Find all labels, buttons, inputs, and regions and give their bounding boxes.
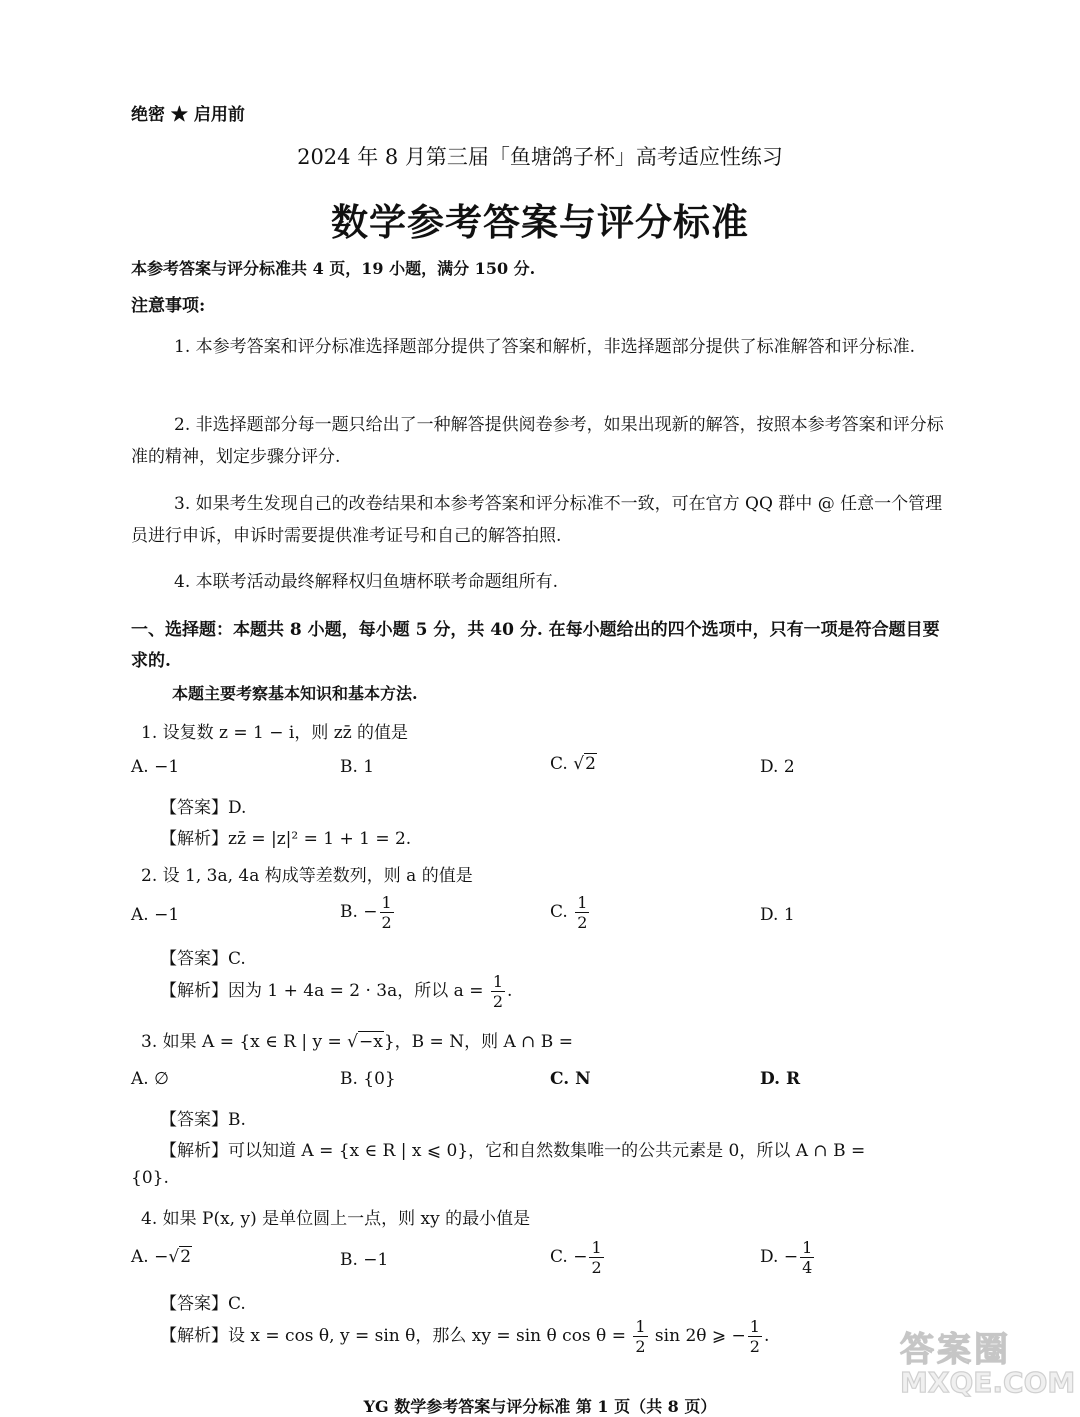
fraction: $\frac{1}{2}$ [492,972,504,1011]
question-3-option-a: A. ∅ [131,1069,169,1089]
question-4-option-d: D. − $\frac{1}{4}$ [760,1238,813,1277]
question-4-analysis: 【解析】设 x = cos θ, y = sin θ，那么 xy = sin θ cos θ = $\frac{1}{2}$ sin 2θ ⩾ − $\frac{1}{2}$ . [160,1317,770,1356]
fraction: $\frac{1}{2}$ [635,1317,646,1356]
question-3-option-b: B. {0} [340,1069,396,1089]
question-1-option-c: C. √2 [550,754,596,774]
question-2-analysis: 【解析】因为 1 + 4a = 2 · 3a，所以 a = $\frac{1}{2}$ . [160,972,513,1011]
question-1-stem: 1. 设复数 z = 1 − i，则 zz̄ 的值是 [141,723,409,743]
question-3-option-d: D. R [760,1069,801,1089]
question-2-option-a: A. −1 [131,905,180,925]
notice-item-2: 2. 非选择题部分每一题只给出了一种解答提供阅卷参考，如果出现新的解答，按照本参考答案和评分标准的精神，划定步骤分评分. [131,415,944,467]
method-note: 本题主要考察基本知识和基本方法. [172,684,418,703]
classified-label: 绝密 ★ 启用前 [131,105,245,125]
section-heading: 一、选择题：本题共 8 小题，每小题 5 分，共 40 分. 在每小题给出的四个选项中，只有一项是符合题目要求的. [131,620,940,671]
notice-item-4: 4. 本联考活动最终解释权归鱼塘杯联考命题组所有. [174,572,559,592]
fraction: $\frac{1}{2}$ [749,1317,760,1356]
question-2-stem: 2. 设 1, 3a, 4a 构成等差数列，则 a 的值是 [141,866,473,886]
sqrt-symbol: √2 [168,1247,192,1267]
question-1-option-b: B. 1 [340,757,375,777]
fraction: $\frac{1}{2}$ [381,893,392,932]
question-2-option-b: B. − $\frac{1}{2}$ [340,893,392,932]
exam-title: 2024 年 8 月第三届「鱼塘鸽子杯」高考适应性练习 [297,145,783,169]
question-4-stem: 4. 如果 P(x, y) 是单位圆上一点，则 xy 的最小值是 [141,1209,531,1229]
question-2-answer: 【答案】C. [160,949,246,969]
question-1-option-d: D. 2 [760,757,795,777]
sqrt-symbol: √2 [573,754,596,774]
fraction: $\frac{1}{2}$ [577,893,588,932]
question-1-answer: 【答案】D. [160,798,247,818]
notice-heading: 注意事项: [131,296,206,316]
question-3-analysis-line-2: {0}. [131,1168,169,1188]
question-3-answer: 【答案】B. [160,1110,246,1130]
question-1-option-a: A. −1 [131,757,180,777]
notice-item-1: 1. 本参考答案和评分标准选择题部分提供了答案和解析，非选择题部分提供了标准解答和评分标准. [174,337,916,357]
question-2-option-c: C. $\frac{1}{2}$ [550,893,588,932]
question-4-answer: 【答案】C. [160,1294,246,1314]
question-1-analysis: 【解析】zz̄ = |z|² = 1 + 1 = 2. [160,829,412,849]
question-4-option-b: B. −1 [340,1250,389,1270]
watermark-text-cn: 答案圈 [900,1330,1011,1370]
sqrt-symbol: √−x [347,1032,383,1052]
question-3-analysis-line-1: 【解析】可以知道 A = {x ∈ R | x ⩽ 0}，它和自然数集唯一的公共元素是 0，所以 A ∩ B = [160,1141,866,1161]
summary-line: 本参考答案与评分标准共 4 页，19 小题，满分 150 分. [131,259,536,278]
watermark-text-en: MXQE.COM [900,1366,1076,1399]
fraction: $\frac{1}{2}$ [591,1238,602,1277]
page-footer: YG 数学参考答案与评分标准 第 1 页（共 8 页） [363,1397,717,1416]
question-2-option-d: D. 1 [760,905,795,925]
question-4-option-c: C. − $\frac{1}{2}$ [550,1238,602,1277]
question-3-stem: 3. 如果 A = {x ∈ R | y = √−x}，B = N，则 A ∩ B = [141,1032,573,1052]
question-4-option-a: A. −√2 [131,1247,192,1267]
page-title: 数学参考答案与评分标准 [331,200,749,244]
notice-item-3: 3. 如果考生发现自己的改卷结果和本参考答案和评分标准不一致，可在官方 QQ 群中 @ 任意一个管理员进行申诉，申诉时需要提供准考证号和自己的解答拍照. [131,494,943,546]
fraction: $\frac{1}{4}$ [802,1238,813,1277]
watermark-logo [900,1322,1076,1402]
question-3-option-c: C. N [550,1069,591,1089]
